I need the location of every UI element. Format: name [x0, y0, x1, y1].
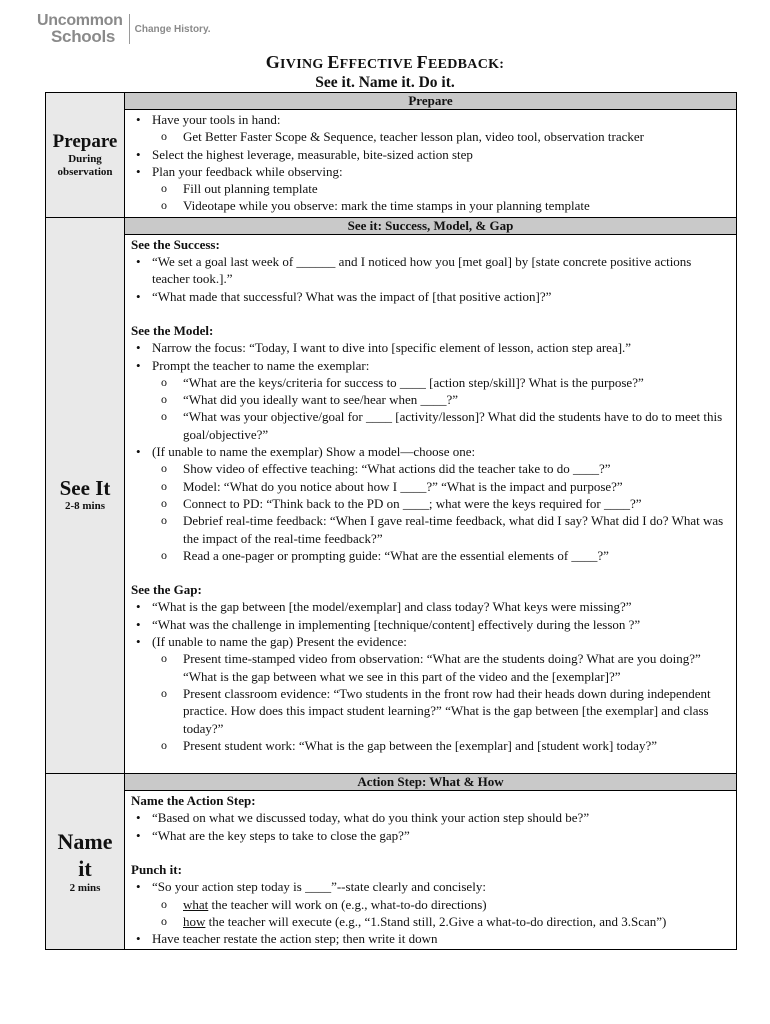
prepare-side-subtitle-1: During — [68, 153, 102, 166]
list-item-text: the teacher will execute (e.g., “1.Stand still, 2.Give a what-to-do direction, and 3.Scan”) — [205, 913, 667, 929]
see-it-row — [46, 217, 736, 773]
prepare-content — [125, 110, 736, 217]
title-letter: E — [327, 52, 340, 72]
list-item: • Have teacher restate the action step; then write it down — [131, 930, 730, 947]
list-item: • Select the highest leverage, measurable, bite-sized action step — [131, 146, 730, 163]
list-item: o Debrief real-time feedback: “When I gave real-time feedback, what did I say? What did I do? What was the impact of the real-time feedback?” — [131, 512, 730, 547]
logo-tagline: Change History. — [134, 23, 211, 35]
see-the-model-heading: See the Model: — [131, 322, 214, 338]
prepare-side-subtitle-2: observation — [57, 166, 113, 179]
list-item: • Prompt the teacher to name the exemplar: — [131, 357, 730, 374]
list-item: o “What did you ideally want to see/hear when ____?” — [131, 391, 730, 408]
list-item: o “What was your objective/goal for ____ [activity/lesson]? What did the students have to do to meet this goal/objective?” — [131, 408, 730, 443]
title-letter: G — [265, 52, 281, 72]
list-item-text: the teacher will work on (e.g., what-to-do directions) — [208, 896, 487, 912]
spacer — [131, 305, 730, 322]
feedback-table — [45, 92, 737, 950]
list-item: o Show video of effective teaching: “What actions did the teacher take to do ____?” — [131, 460, 730, 477]
underlined-word: what — [183, 896, 209, 912]
list-item: • “What was the challenge in implementing [technique/content] effectively during the lesson ?” — [131, 616, 730, 633]
see-it-side-subtitle: 2-8 mins — [64, 500, 106, 513]
name-action-step-list — [131, 809, 730, 844]
punch-it-heading: Punch it: — [131, 861, 182, 877]
title-part: FFECTIVE — [339, 57, 417, 72]
list-item: • “We set a goal last week of ______ and I noticed how you [met goal] by [state concrete positive actions teacher took.].” — [131, 253, 730, 288]
list-item: • Plan your feedback while observing: — [131, 163, 730, 180]
name-it-side-title-2: it — [78, 856, 92, 882]
name-it-side-title-1: Name — [57, 829, 113, 855]
prepare-side-title: Prepare — [52, 131, 118, 153]
list-item — [131, 913, 730, 930]
list-item: o Get Better Faster Scope & Sequence, teacher lesson plan, video tool, observation tracker — [131, 128, 730, 145]
list-item: o Present classroom evidence: “Two students in the front row had their heads down during independent practice. How does this impact student learning?” “What is the gap between [the exemplar] and class today?” — [131, 685, 730, 737]
model-list — [131, 339, 730, 564]
see-it-header-bar: See it: Success, Model, & Gap — [125, 218, 736, 235]
name-it-main-cell — [125, 774, 736, 949]
list-item: o Present time-stamped video from observation: “What are the students doing? What are you doing?” “What is the gap between what we see in this part of the video and the [exemplar]?” — [131, 650, 730, 685]
see-the-success-heading: See the Success: — [131, 236, 220, 252]
prepare-header-bar: Prepare — [125, 93, 736, 110]
see-it-side-title: See It — [59, 476, 111, 501]
see-it-main-cell — [125, 218, 736, 773]
spacer — [131, 564, 730, 581]
list-item: o Model: “What do you notice about how I ____?” “What is the impact and purpose?” — [131, 478, 730, 495]
see-the-gap-heading: See the Gap: — [131, 582, 202, 598]
list-item: o “What are the keys/criteria for success to ____ [action step/skill]? What is the purpose?” — [131, 374, 730, 391]
success-list — [131, 253, 730, 305]
page-title — [0, 52, 770, 73]
prepare-row — [46, 93, 736, 217]
list-item: • “What made that successful? What was the impact of [that positive action]?” — [131, 288, 730, 305]
prepare-main-cell — [125, 93, 736, 217]
name-action-step-heading: Name the Action Step: — [131, 793, 256, 809]
prepare-list — [131, 111, 730, 215]
name-it-side-cell — [46, 774, 125, 949]
title-part: IVING — [280, 57, 328, 72]
list-item: • “What is the gap between [the model/exemplar] and class today? What keys were missing?” — [131, 598, 730, 615]
see-it-content — [125, 235, 736, 773]
list-item: o Present student work: “What is the gap between the [exemplar] and [student work] today?” — [131, 737, 730, 754]
logo-divider — [129, 14, 130, 44]
list-item: • “Based on what we discussed today, what do you think your action step should be?” — [131, 809, 730, 826]
title-letter: F — [416, 52, 428, 72]
list-item: • Have your tools in hand: — [131, 111, 730, 128]
name-it-header-bar: Action Step: What & How — [125, 774, 736, 791]
underlined-word: how — [183, 913, 206, 929]
prepare-side-cell — [46, 93, 125, 217]
page-subtitle: See it. Name it. Do it. — [315, 74, 455, 91]
list-item: • “So your action step today is ____”--state clearly and concisely: — [131, 878, 730, 895]
list-item — [131, 896, 730, 913]
uncommon-schools-logo — [37, 13, 211, 45]
list-item: o Read a one-pager or prompting guide: “What are the essential elements of ____?” — [131, 547, 730, 564]
spacer — [131, 754, 730, 771]
logo-line-1: Uncommon — [37, 12, 123, 29]
logo-wordmark — [37, 13, 123, 45]
spacer — [131, 844, 730, 861]
punch-it-list — [131, 878, 730, 947]
list-item: • “What are the key steps to take to close the gap?” — [131, 827, 730, 844]
logo-line-2: Schools — [51, 27, 116, 46]
list-item: o Videotape while you observe: mark the time stamps in your planning template — [131, 197, 730, 214]
name-it-content — [125, 791, 736, 949]
gap-list — [131, 598, 730, 754]
title-part: EEDBACK: — [427, 57, 505, 72]
list-item: • (If unable to name the exemplar) Show a model—choose one: — [131, 443, 730, 460]
list-item: • (If unable to name the gap) Present the evidence: — [131, 633, 730, 650]
name-it-row — [46, 773, 736, 949]
list-item: o Connect to PD: “Think back to the PD on ____; what were the keys required for ____?” — [131, 495, 730, 512]
name-it-side-subtitle: 2 mins — [69, 882, 101, 895]
see-it-side-cell — [46, 218, 125, 773]
list-item: o Fill out planning template — [131, 180, 730, 197]
list-item: • Narrow the focus: “Today, I want to dive into [specific element of lesson, action step area].” — [131, 339, 730, 356]
